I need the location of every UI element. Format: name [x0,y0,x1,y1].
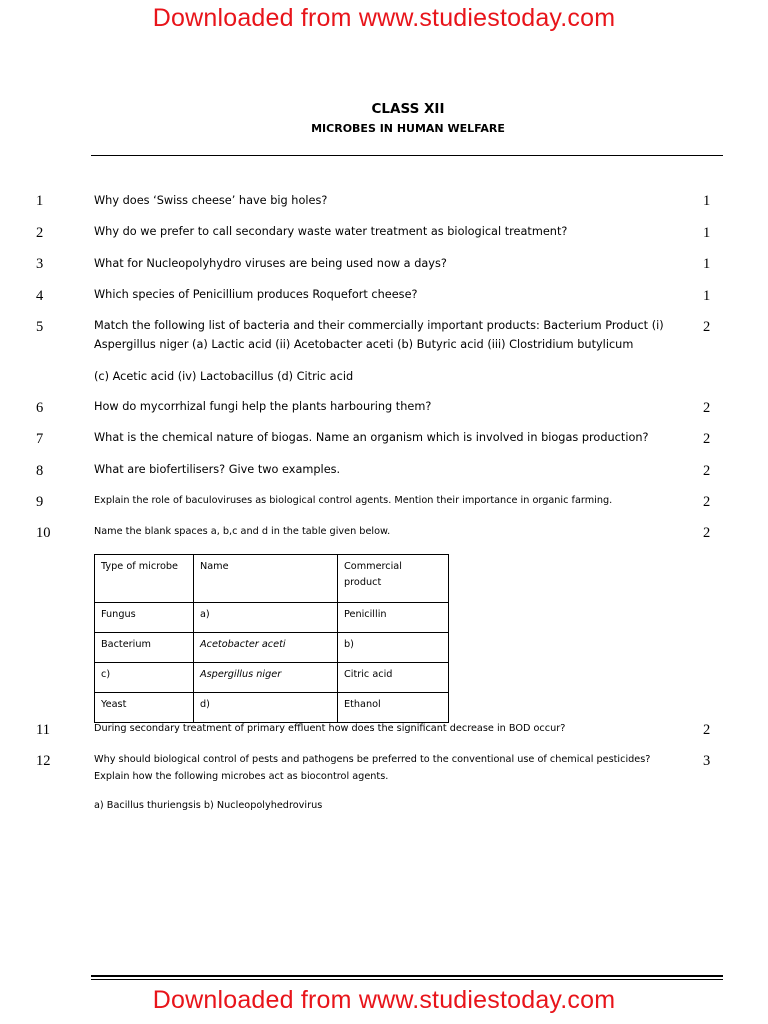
question-marks: 2 [703,494,711,510]
question-number: 12 [36,753,51,769]
question-marks: 2 [703,431,711,447]
question-marks: 2 [703,525,711,541]
question-text: What for Nucleopolyhydro viruses are being used now a days? [94,257,447,270]
table-row [95,693,449,723]
header-divider [91,155,723,156]
table-cell: b) [338,633,449,663]
question-marks: 2 [703,400,711,416]
table-header-row [95,555,449,603]
table-cell: Citric acid [338,663,449,693]
question-text: Explain the role of baculoviruses as biological control agents. Mention their importance in organic farming. [94,495,613,506]
table-cell: Penicillin [338,603,449,633]
question-number: 4 [36,288,44,304]
question-number: 6 [36,400,44,416]
question-text: Match the following list of bacteria and their commercially important products: Bacterium Product (i) Aspergillus niger (a) Lactic acid (ii) Acetobacter aceti (b) Butyric acid (iii) Clostridium butylicum [94,319,664,351]
question-number: 9 [36,494,44,510]
question-text: Why do we prefer to call secondary waste water treatment as biological treatment? [94,225,568,238]
question-text: What is the chemical nature of biogas. Name an organism which is involved in biogas production? [94,431,649,444]
chapter-title: MICROBES IN HUMAN WELFARE [311,122,505,135]
question-marks: 1 [703,225,711,241]
table-cell: Ethanol [338,693,449,723]
question-marks: 1 [703,193,711,209]
question-marks: 2 [703,319,711,335]
question-number: 1 [36,193,44,209]
question-number: 3 [36,256,44,272]
class-title: CLASS XII [371,101,445,117]
footer-divider [91,975,723,977]
question-number: 2 [36,225,44,241]
question-text: Name the blank spaces a, b,c and d in the table given below. [94,526,391,537]
table-cell: d) [194,693,338,723]
question-text: Which species of Penicillium produces Roquefort cheese? [94,288,418,301]
question-number: 5 [36,319,44,335]
question-number: 10 [36,525,51,541]
question-marks: 2 [703,722,711,738]
table-cell: Acetobacter aceti [194,633,338,663]
footer-divider-thin [91,979,723,980]
table-row [95,663,449,693]
question-text: During secondary treatment of primary effluent how does the significant decrease in BOD occur? [94,723,566,734]
source-banner-bottom: Downloaded from www.studiestoday.com [152,986,616,1014]
question-marks: 3 [703,753,711,769]
source-banner-top: Downloaded from www.studiestoday.com [152,4,616,32]
table-cell: c) [95,663,194,693]
table-cell: a) [194,603,338,633]
table-cell: Fungus [95,603,194,633]
table-row [95,603,449,633]
table-cell: Bacterium [95,633,194,663]
question-marks: 2 [703,463,711,479]
table-header-cell: Commercial product [338,555,449,603]
question-marks: 1 [703,256,711,272]
question-number: 8 [36,463,44,479]
question-text: What are biofertilisers? Give two examples. [94,463,341,476]
table-row [95,633,449,663]
table-header-cell: Type of microbe [95,555,194,603]
question-text: How do mycorrhizal fungi help the plants harbouring them? [94,400,432,413]
question-text: Why should biological control of pests and pathogens be preferred to the conventional use of chemical pesticides? Explain how the following microbes act as biocontrol agents. [94,754,651,782]
question-text-continued: a) Bacillus thuriengsis b) Nucleopolyhedrovirus [94,800,323,811]
question-text-continued: (c) Acetic acid (iv) Lactobacillus (d) Citric acid [94,370,354,383]
question-marks: 1 [703,288,711,304]
question-text: Why does ‘Swiss cheese’ have big holes? [94,194,328,207]
table-cell: Yeast [95,693,194,723]
table-cell: Aspergillus niger [194,663,338,693]
question-number: 11 [36,722,50,738]
question-number: 7 [36,431,44,447]
table-header-cell: Name [194,555,338,603]
microbe-table [94,554,449,723]
